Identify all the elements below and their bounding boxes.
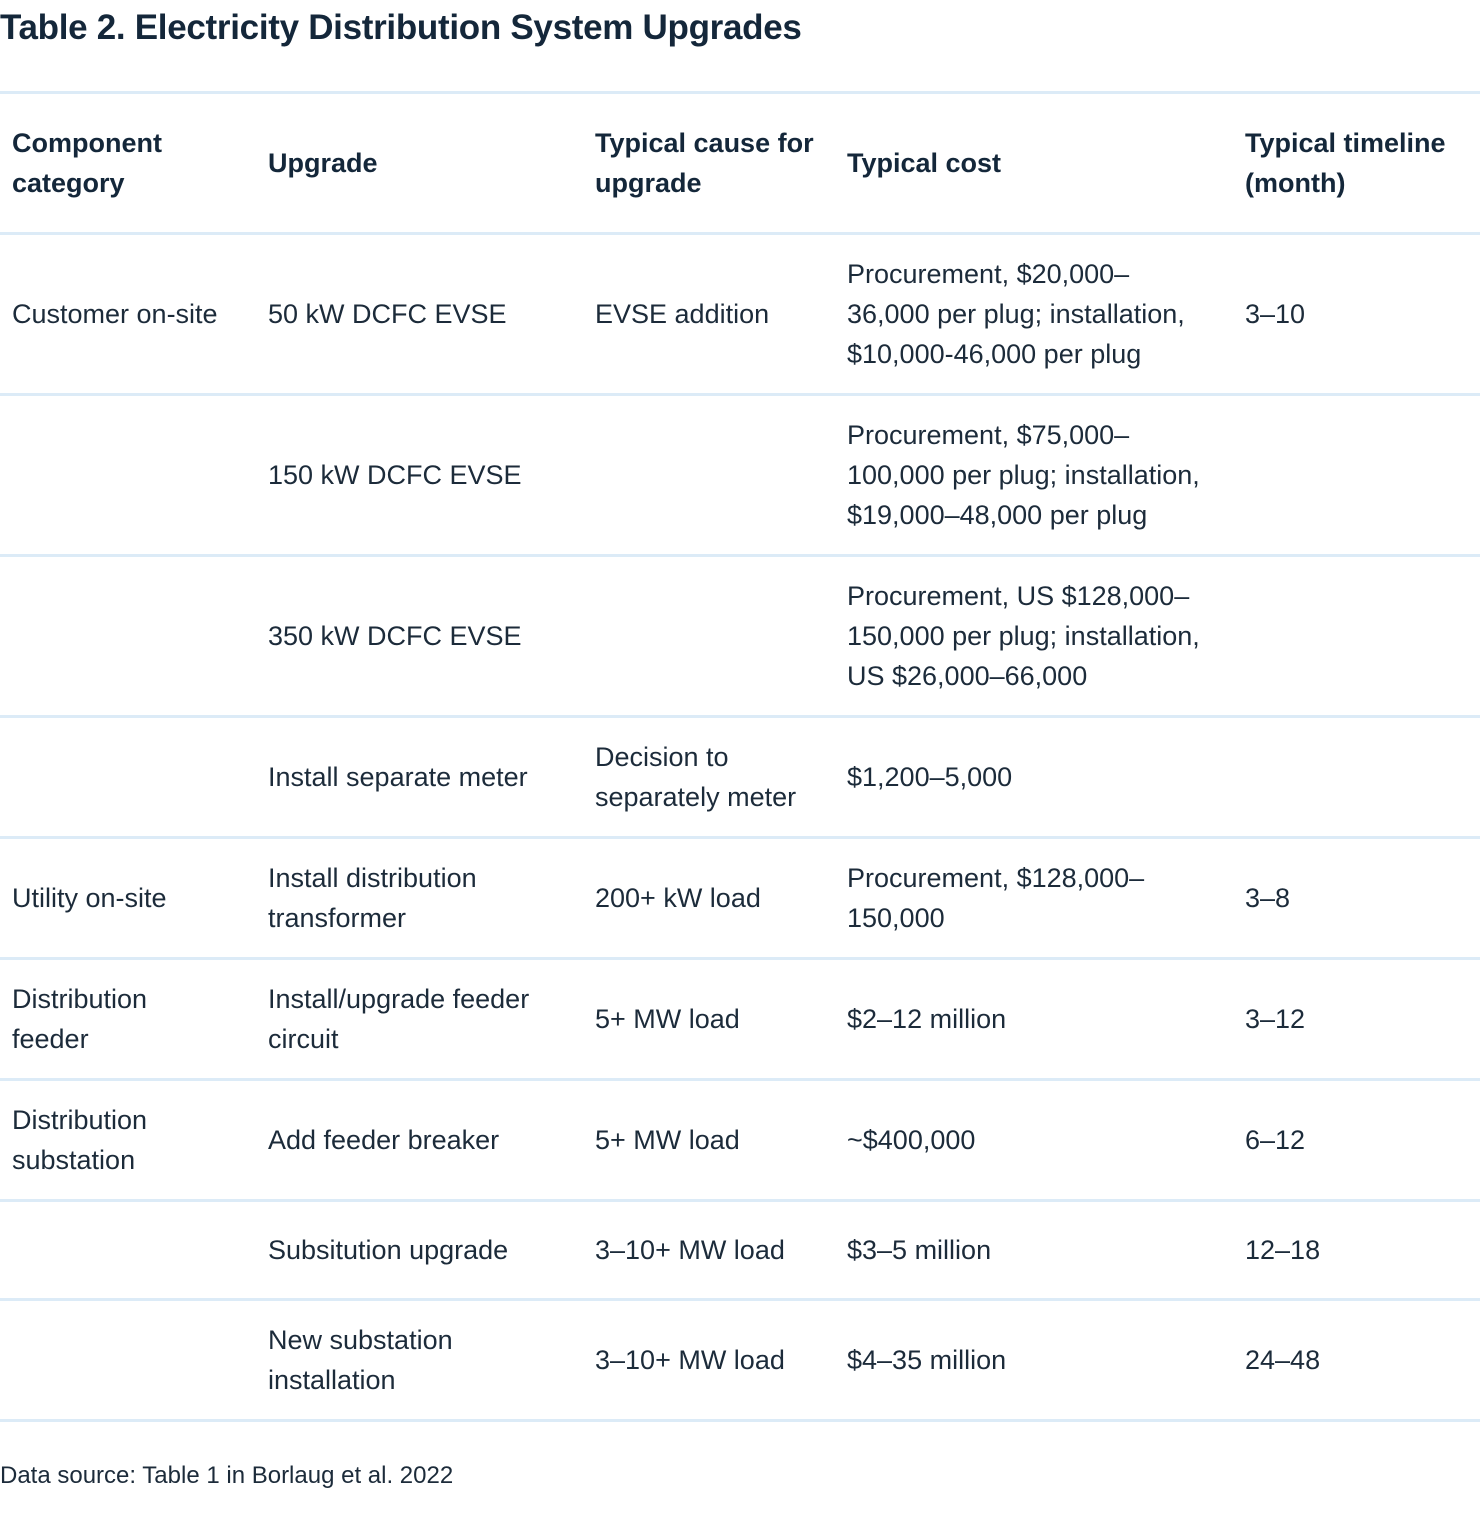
cell-cost: Procurement, $128,000– 150,000 — [847, 863, 1145, 933]
table-row — [0, 556, 1480, 717]
cell-upgrade: Install separate meter — [268, 762, 528, 792]
cell-upgrade: 50 kW DCFC EVSE — [268, 299, 507, 329]
cell-cause: 200+ kW load — [595, 883, 761, 913]
cell-upgrade: Install distribution transformer — [268, 863, 477, 933]
data-source-note: Data source: Table 1 in Borlaug et al. 2022 — [0, 1462, 454, 1489]
header-typical-timeline: Typical timeline (month) — [1245, 128, 1446, 198]
header-upgrade: Upgrade — [268, 148, 378, 178]
cell-category: Utility on-site — [12, 883, 167, 913]
table-row — [0, 838, 1480, 959]
cell-timeline — [1233, 395, 1480, 556]
cell-cause: EVSE addition — [595, 299, 770, 329]
cell-upgrade: 150 kW DCFC EVSE — [268, 460, 522, 490]
cell-cause: 3–10+ MW load — [595, 1345, 785, 1375]
cell-upgrade: Install/upgrade feeder circuit — [268, 984, 530, 1054]
cell-cause: 3–10+ MW load — [595, 1235, 785, 1265]
cell-upgrade: Add feeder breaker — [268, 1125, 500, 1155]
cell-cause: 5+ MW load — [595, 1125, 740, 1155]
cell-cause — [583, 556, 835, 717]
cell-category — [0, 1300, 256, 1421]
cell-timeline: 3–8 — [1245, 883, 1291, 913]
header-typical-cost: Typical cost — [847, 148, 1002, 178]
cell-upgrade: 350 kW DCFC EVSE — [268, 621, 522, 651]
cell-category: Distribution feeder — [12, 984, 148, 1054]
cell-category — [0, 1201, 256, 1300]
upgrades-table — [0, 91, 1480, 1422]
table-row — [0, 1080, 1480, 1201]
cell-cost: $1,200–5,000 — [847, 762, 1013, 792]
cell-cost: $4–35 million — [847, 1345, 1007, 1375]
cell-timeline: 3–10 — [1245, 299, 1306, 329]
cell-timeline: 6–12 — [1245, 1125, 1306, 1155]
header-component-category: Component category — [12, 128, 162, 198]
header-typical-cause: Typical cause for upgrade — [595, 128, 814, 198]
table-row — [0, 959, 1480, 1080]
cell-timeline: 3–12 — [1245, 1004, 1306, 1034]
table-row — [0, 1201, 1480, 1300]
table-header-row — [0, 93, 1480, 234]
cell-cost: $2–12 million — [847, 1004, 1007, 1034]
cell-timeline — [1233, 717, 1480, 838]
cell-cost: ~$400,000 — [847, 1125, 976, 1155]
cell-category: Distribution substation — [12, 1105, 148, 1175]
cell-cost: Procurement, $20,000– 36,000 per plug; installation, $10,000-46,000 per plug — [847, 259, 1185, 369]
cell-timeline: 24–48 — [1245, 1345, 1321, 1375]
table-row — [0, 234, 1480, 395]
cell-timeline — [1233, 556, 1480, 717]
cell-upgrade: New substation installation — [268, 1325, 453, 1395]
cell-cause: Decision to separately meter — [595, 742, 797, 812]
cell-cost: Procurement, $75,000– 100,000 per plug; installation, $19,000–48,000 per plug — [847, 420, 1200, 530]
cell-cause — [583, 395, 835, 556]
table-row — [0, 395, 1480, 556]
cell-cost: Procurement, US $128,000– 150,000 per plug; installation, US $26,000–66,000 — [847, 581, 1200, 691]
cell-upgrade: Subsitution upgrade — [268, 1235, 509, 1265]
cell-category: Customer on-site — [12, 299, 218, 329]
cell-cause: 5+ MW load — [595, 1004, 740, 1034]
cell-timeline: 12–18 — [1245, 1235, 1321, 1265]
cell-category — [0, 556, 256, 717]
table-row — [0, 1300, 1480, 1421]
cell-cost: $3–5 million — [847, 1235, 992, 1265]
cell-category — [0, 717, 256, 838]
table-title: Table 2. Electricity Distribution System Upgrades — [0, 8, 802, 47]
cell-category — [0, 395, 256, 556]
table-row — [0, 717, 1480, 838]
